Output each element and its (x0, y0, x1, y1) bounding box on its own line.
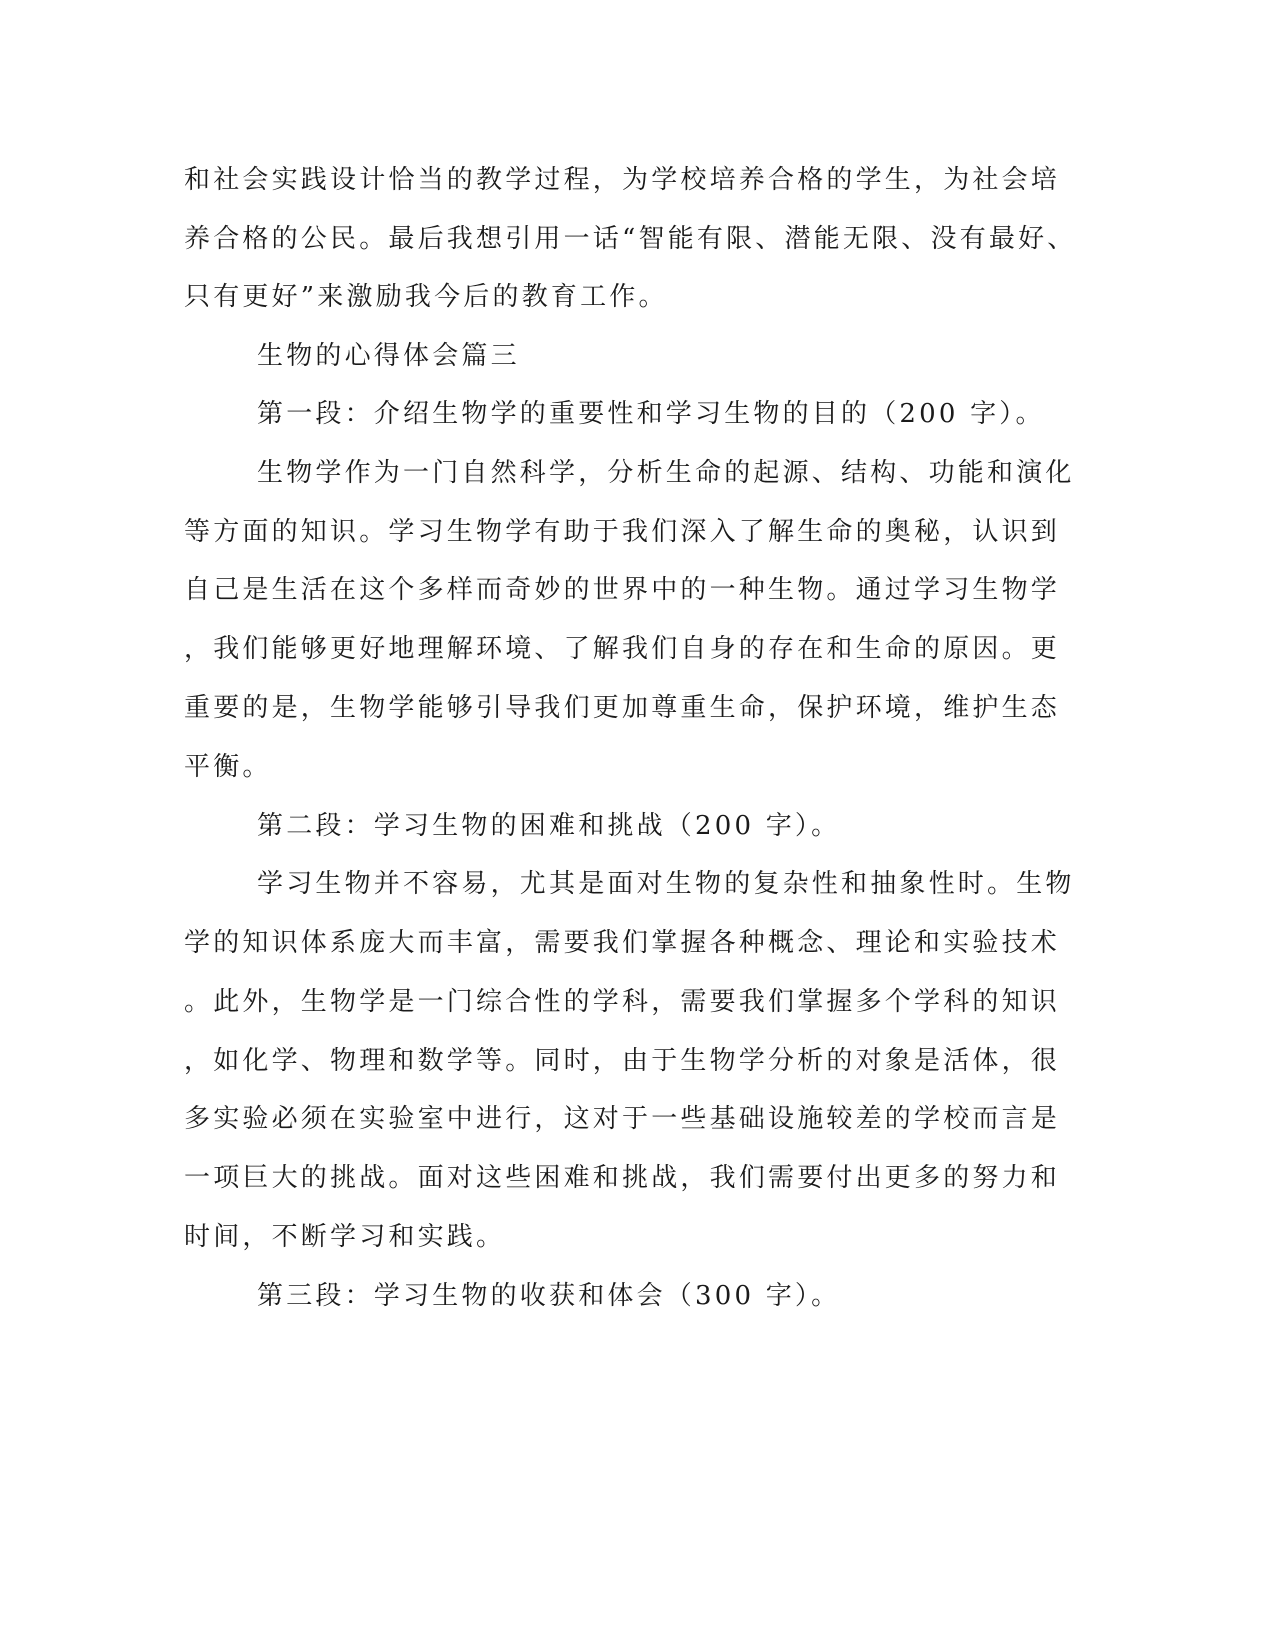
part1-line-3: 自己是生活在这个多样而奇妙的世界中的一种生物。通过学习生物学 (184, 575, 1061, 605)
intro-line-3: 只有更好”来激励我今后的教育工作。 (184, 282, 668, 312)
part2-line-4: ，如化学、物理和数学等。同时，由于生物学分析的对象是活体，很 (184, 1046, 1061, 1076)
part1-line-2: 等方面的知识。学习生物学有助于我们深入了解生命的奥秘，认识到 (184, 517, 1061, 547)
part2-heading: 第二段：学习生物的困难和挑战（200 字）。 (257, 811, 841, 841)
part2-line-5: 多实验必须在实验室中进行，这对于一些基础设施较差的学校而言是 (184, 1104, 1061, 1134)
part2-line-1: 学习生物并不容易，尤其是面对生物的复杂性和抽象性时。生物 (257, 869, 1075, 899)
part1-line-5: 重要的是，生物学能够引导我们更加尊重生命，保护环境，维护生态 (184, 693, 1061, 723)
section-title: 生物的心得体会篇三 (257, 341, 520, 371)
part2-line-7: 时间，不断学习和实践。 (184, 1222, 506, 1252)
part2-line-2: 学的知识体系庞大而丰富，需要我们掌握各种概念、理论和实验技术 (184, 928, 1061, 958)
part1-heading: 第一段：介绍生物学的重要性和学习生物的目的（200 字）。 (257, 399, 1045, 429)
part1-line-6: 平衡。 (184, 752, 272, 782)
part1-line-4: ，我们能够更好地理解环境、了解我们自身的存在和生命的原因。更 (184, 634, 1061, 664)
intro-line-1: 和社会实践设计恰当的教学过程，为学校培养合格的学生，为社会培 (184, 165, 1061, 195)
intro-line-2: 养合格的公民。最后我想引用一话“智能有限、潜能无限、没有最好、 (184, 224, 1077, 254)
part3-heading: 第三段：学习生物的收获和体会（300 字）。 (257, 1281, 841, 1311)
part2-line-3: 。此外，生物学是一门综合性的学科，需要我们掌握多个学科的知识 (184, 987, 1061, 1017)
part1-line-1: 生物学作为一门自然科学，分析生命的起源、结构、功能和演化 (257, 458, 1075, 488)
part2-line-6: 一项巨大的挑战。面对这些困难和挑战，我们需要付出更多的努力和 (184, 1163, 1061, 1193)
